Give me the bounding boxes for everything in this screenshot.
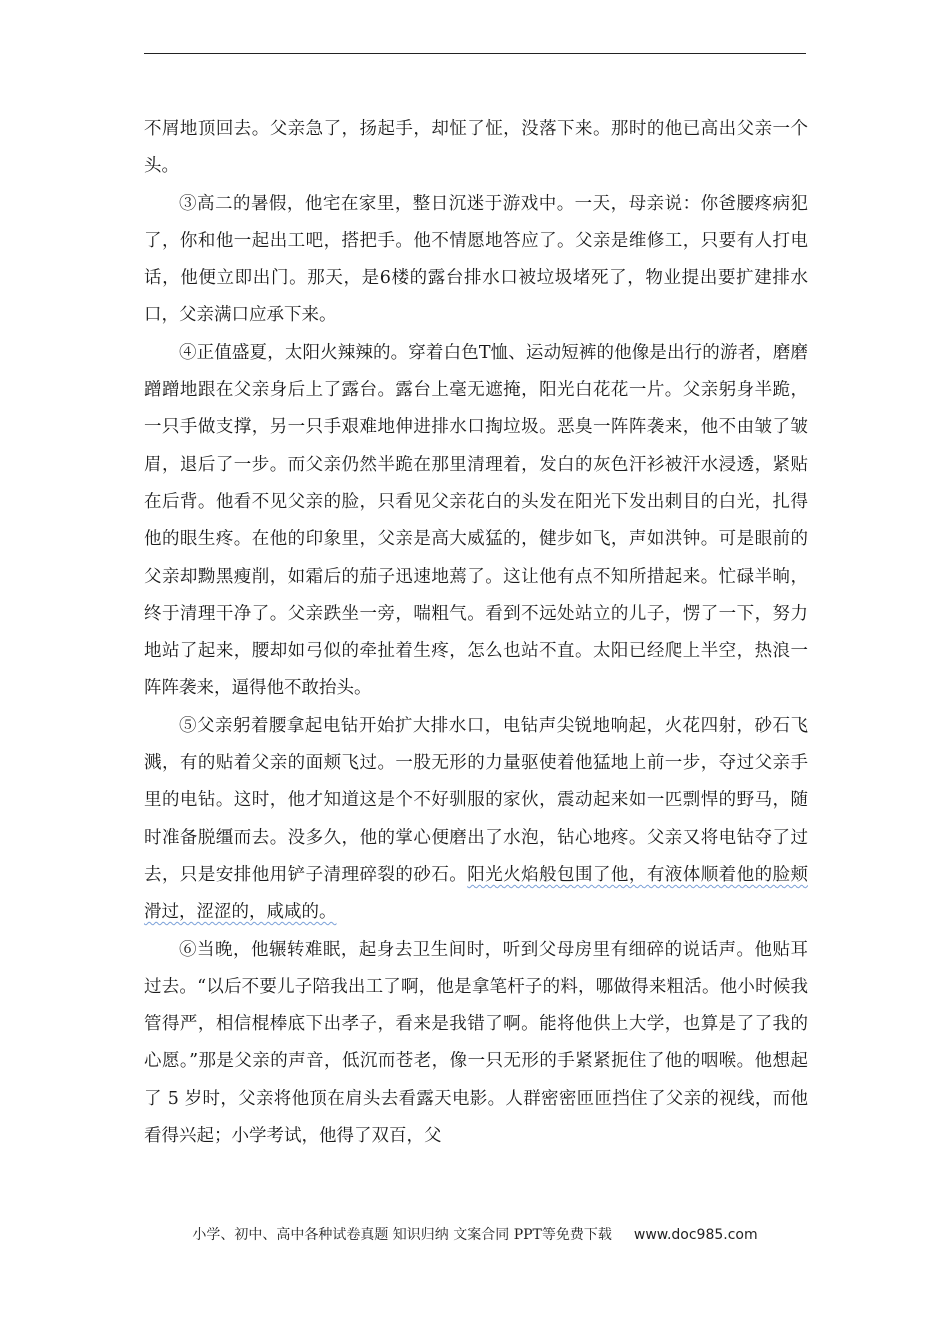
paragraph-continuation: 不屑地顶回去。父亲急了，扬起手，却怔了怔，没落下来。那时的他已高出父亲一个头。 — [144, 119, 808, 177]
header-rule — [144, 53, 806, 54]
footer-text: 小学、初中、高中各种试卷真题 知识归纳 文案合同 PPT等免费下载 — [192, 1227, 612, 1243]
page-footer — [0, 1224, 950, 1244]
paragraph-5 — [144, 708, 808, 932]
wavy-underlined-sentence: 阳光火焰般包围了他，有液体顺着他的脸颊滑过，涩涩的，咸咸的。 — [144, 864, 808, 923]
paragraph-5-text: ⑤父亲躬着腰拿起电钻开始扩大排水口，电钻声尖锐地响起，火花四射，砂石飞溅，有的贴着父亲的面颊飞过。一股无形的力量驱使着他猛地上前一步，夺过父亲手里的电钻。这时，他才知道这是个不好驯服的家伙，震动起来如一匹剽悍的野马，随时准备脱缰而去。没多久，他的掌心便磨出了水泡，钻心地疼。父亲又将电钻夺了过去，只是安排他用铲子清理碎裂的砂石。 — [144, 715, 808, 885]
paragraph-3: ③高二的暑假，他宅在家里，整日沉迷于游戏中。一天，母亲说：你爸腰疼病犯了，你和他一起出工吧，搭把手。他不情愿地答应了。父亲是维修工，只要有人打电话，他便立即出门。那天，是6楼的露台排水口被垃圾堵死了，物业提出要扩建排水口，父亲满口应承下来。 — [144, 193, 808, 326]
footer-url[interactable]: www.doc985.com — [633, 1227, 758, 1243]
paragraph-4: ④正值盛夏，太阳火辣辣的。穿着白色T恤、运动短裤的他像是出行的游者，磨磨蹭蹭地跟在父亲身后上了露台。露台上毫无遮掩，阳光白花花一片。父亲躬身半跪，一只手做支撑，另一只手艰难地伸进排水口掏垃圾。恶臭一阵阵袭来，他不由皱了皱眉，退后了一步。而父亲仍然半跪在那里清理着，发白的灰色汗衫被汗水浸透，紧贴在后背。他看不见父亲的脸，只看见父亲花白的头发在阳光下发出刺目的白光，扎得他的眼生疼。在他的印象里，父亲是高大威猛的，健步如飞，声如洪钟。可是眼前的父亲却黝黑瘦削，如霜后的茄子迅速地蔫了。这让他有点不知所措起来。忙碌半晌，终于清理干净了。父亲跌坐一旁，喘粗气。看到不远处站立的儿子，愣了一下，努力地站了起来，腰却如弓似的牵扯着生疼，怎么也站不直。太阳已经爬上半空，热浪一阵阵袭来，逼得他不敢抬头。 — [144, 342, 808, 699]
paragraph-6: ⑥当晚，他辗转难眠，起身去卫生间时，听到父母房里有细碎的说话声。他贴耳过去。“以后不要儿子陪我出工了啊，他是拿笔杆子的料，哪做得来粗活。他小时候我管得严，相信棍棒底下出孝子，看来是我错了啊。能将他供上大学，也算是了了我的心愿。”那是父亲的声音，低沉而苍老，像一只无形的手紧紧扼住了他的咽喉。他想起了 5 岁时，父亲将他顶在肩头去看露天电影。人群密密匝匝挡住了父亲的视线，而他看得兴起；小学考试，他得了双百，父 — [144, 939, 808, 1147]
article-body — [144, 111, 808, 1155]
